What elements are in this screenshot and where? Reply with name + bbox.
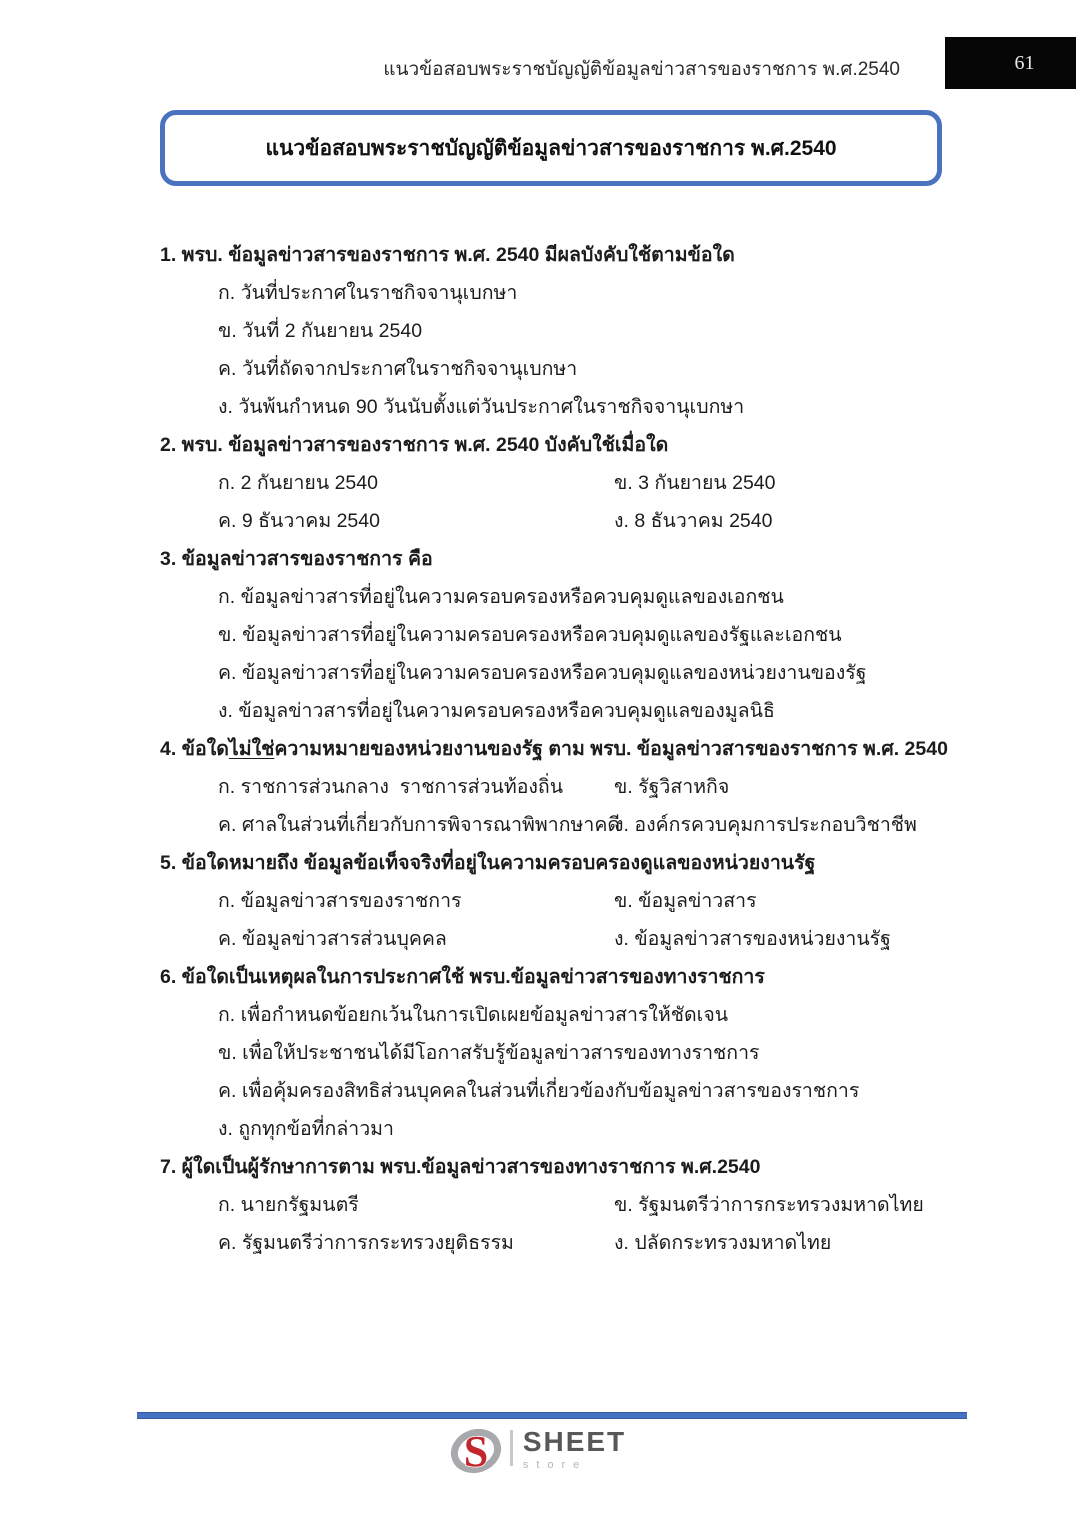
choice-item: ก. ข้อมูลข่าวสารที่อยู่ในความครอบครองหรือควบคุมดูแลของเอกชน [218,586,784,608]
choice-item: ค. รัฐมนตรีว่าการกระทรวงยุติธรรม [218,1232,514,1254]
page-number: 61 [1014,51,1035,74]
choice-row [160,1186,960,1224]
question-3 [160,540,960,730]
page-number-box [945,37,1076,89]
sheet-store-logo [0,1428,1076,1474]
question-title: 2. พรบ. ข้อมูลข่าวสารของราชการ พ.ศ. 2540 บังคับใช้เมื่อใด [160,434,669,456]
choice-row [160,768,960,806]
page-header-title: แนวข้อสอบพระราชบัญญัติข้อมูลข่าวสารของราชการ พ.ศ.2540 [383,59,900,80]
choice-item: ค. 9 ธันวาคม 2540 [218,510,380,532]
question-title [160,730,960,768]
choice-row [160,464,960,502]
choice-row [160,502,960,540]
choice-item: ค. ศาลในส่วนที่เกี่ยวกับการพิจารณาพิพากษาคดี [218,814,621,836]
choice-item: ค. เพื่อคุ้มครองสิทธิส่วนบุคคลในส่วนที่เกี่ยวข้องกับข้อมูลข่าวสารของราชการ [218,1080,860,1102]
choice-item: ข. รัฐวิสาหกิจ [614,776,730,798]
choice-item: ง. 8 ธันวาคม 2540 [614,510,773,532]
choice-row [160,1224,960,1262]
question-title: 5. ข้อใดหมายถึง ข้อมูลข้อเท็จจริงที่อยู่ในความครอบครองดูแลของหน่วยงานรัฐ [160,852,816,874]
choice-item: ค. ข้อมูลข่าวสารส่วนบุคคล [218,928,447,950]
question-7 [160,1148,960,1262]
choice-item: ค. วันที่ถัดจากประกาศในราชกิจจานุเบกษา [218,358,578,380]
choice-item: ข. วันที่ 2 กันยายน 2540 [218,320,423,342]
question-title-part: 4. ข้อใด [160,738,229,760]
choice-item: ง. ปลัดกระทรวงมหาดไทย [614,1232,832,1254]
choice-item: ข. 3 กันยายน 2540 [614,472,776,494]
choice-item: ก. 2 กันยายน 2540 [218,472,378,494]
sheet-store-s-icon [450,1428,502,1474]
choice-item: ก. ราชการส่วนกลาง ราชการส่วนท้องถิ่น [218,776,564,798]
choice-item: ข. ข้อมูลข่าวสารที่อยู่ในความครอบครองหรือควบคุมดูแลของรัฐและเอกชน [218,624,842,646]
question-title: 7. ผู้ใดเป็นผู้รักษาการตาม พรบ.ข้อมูลข่าวสารของทางราชการ พ.ศ.2540 [160,1156,761,1178]
footer-divider-line [137,1412,967,1419]
svg-text:S: S [463,1428,489,1474]
choice-item: ค. ข้อมูลข่าวสารที่อยู่ในความครอบครองหรือควบคุมดูแลของหน่วยงานของรัฐ [218,662,867,684]
choice-row [160,920,960,958]
question-title: 1. พรบ. ข้อมูลข่าวสารของราชการ พ.ศ. 2540 มีผลบังคับใช้ตามข้อใด [160,244,735,266]
choice-item: ง. วันพ้นกำหนด 90 วันนับตั้งแต่วันประกาศในราชกิจจานุเบกษา [218,396,745,418]
choice-item: ข. ข้อมูลข่าวสาร [614,890,757,912]
question-2 [160,426,960,540]
choice-item: ง. ถูกทุกข้อที่กล่าวมา [218,1118,394,1140]
brand-subtitle: store [522,1459,588,1471]
question-title-part: ความหมายของหน่วยงานของรัฐ ตาม พรบ. ข้อมูลข่าวสารของราชการ พ.ศ. 2540 [274,738,948,760]
question-1 [160,236,960,426]
choice-item: ง. ข้อมูลข่าวสารที่อยู่ในความครอบครองหรือควบคุมดูแลของมูลนิธิ [218,700,775,722]
logo-divider [510,1430,513,1466]
question-list [160,236,960,1262]
choice-item: ข. เพื่อให้ประชาชนได้มีโอกาสรับรู้ข้อมูลข่าวสารของทางราชการ [218,1042,760,1064]
choice-item: ก. เพื่อกำหนดข้อยกเว้นในการเปิดเผยข้อมูลข่าวสารให้ชัดเจน [218,1004,729,1026]
choice-item: ง. ข้อมูลข่าวสารของหน่วยงานรัฐ [614,928,891,950]
choice-item: ข. รัฐมนตรีว่าการกระทรวงมหาดไทย [614,1194,924,1216]
exam-title-box [160,110,942,186]
choice-row [160,882,960,920]
question-title: 3. ข้อมูลข่าวสารของราชการ คือ [160,548,433,570]
choice-item: ก. ข้อมูลข่าวสารของราชการ [218,890,462,912]
choice-item: ง. องค์กรควบคุมการประกอบวิชาชีพ [614,814,917,836]
exam-title: แนวข้อสอบพระราชบัญญัติข้อมูลข่าวสารของราชการ พ.ศ.2540 [265,136,837,160]
question-6 [160,958,960,1148]
question-title-underlined: ไม่ใช่ [228,738,275,760]
brand-text-block [523,1428,626,1471]
question-title: 6. ข้อใดเป็นเหตุผลในการประกาศใช้ พรบ.ข้อมูลข่าวสารของทางราชการ [160,966,765,988]
brand-name: SHEET [522,1426,627,1457]
question-4 [160,730,960,844]
question-5 [160,844,960,958]
choice-item: ก. นายกรัฐมนตรี [218,1194,359,1216]
choice-item: ก. วันที่ประกาศในราชกิจจานุเบกษา [218,282,518,304]
choice-row [160,806,960,844]
